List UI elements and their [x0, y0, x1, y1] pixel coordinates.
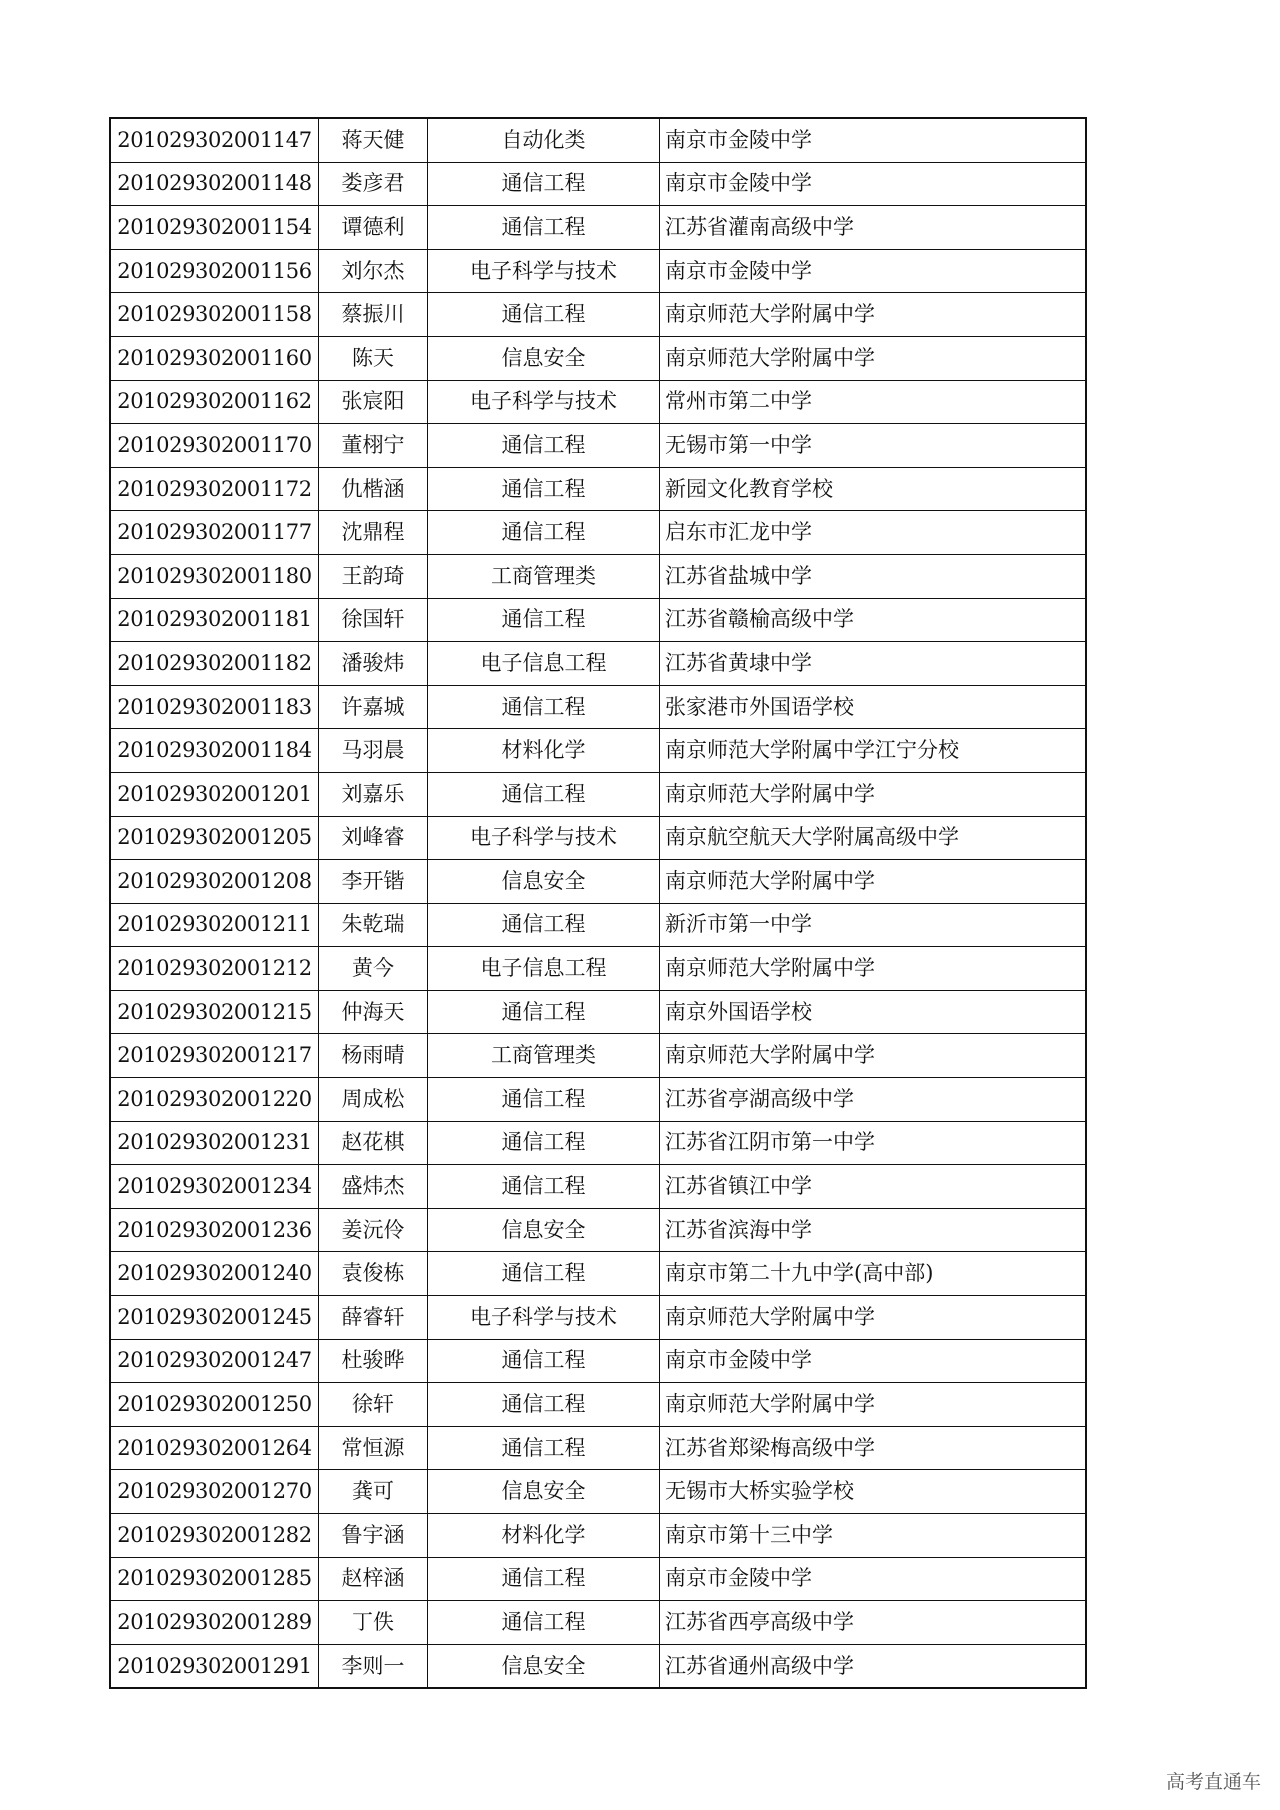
school-cell: 江苏省盐城中学 — [660, 554, 1087, 598]
major-cell: 通信工程 — [428, 206, 660, 250]
table-row — [110, 511, 1086, 555]
table-row — [110, 467, 1086, 511]
table-row — [110, 1601, 1086, 1645]
major-cell: 通信工程 — [428, 1383, 660, 1427]
table-row — [110, 1034, 1086, 1078]
candidate-id-cell: 201029302001170 — [110, 424, 319, 468]
school-cell: 无锡市第一中学 — [660, 424, 1087, 468]
school-cell: 南京外国语学校 — [660, 990, 1087, 1034]
major-cell: 信息安全 — [428, 1470, 660, 1514]
school-cell: 南京师范大学附属中学 — [660, 293, 1087, 337]
table-row — [110, 903, 1086, 947]
table-row — [110, 1383, 1086, 1427]
student-name-cell: 赵花棋 — [319, 1121, 428, 1165]
candidate-id-cell: 201029302001250 — [110, 1383, 319, 1427]
student-name-cell: 龚可 — [319, 1470, 428, 1514]
school-cell: 江苏省镇江中学 — [660, 1165, 1087, 1209]
school-cell: 南京师范大学附属中学 — [660, 772, 1087, 816]
candidate-id-cell: 201029302001234 — [110, 1165, 319, 1209]
major-cell: 通信工程 — [428, 467, 660, 511]
school-cell: 南京市金陵中学 — [660, 118, 1087, 162]
school-cell: 江苏省黄埭中学 — [660, 642, 1087, 686]
school-cell: 新沂市第一中学 — [660, 903, 1087, 947]
school-cell: 江苏省西亭高级中学 — [660, 1601, 1087, 1645]
major-cell: 信息安全 — [428, 1644, 660, 1688]
candidate-id-cell: 201029302001245 — [110, 1296, 319, 1340]
major-cell: 通信工程 — [428, 1557, 660, 1601]
admission-roster-table — [109, 117, 1087, 1689]
candidate-id-cell: 201029302001181 — [110, 598, 319, 642]
table-row — [110, 249, 1086, 293]
candidate-id-cell: 201029302001270 — [110, 1470, 319, 1514]
candidate-id-cell: 201029302001162 — [110, 380, 319, 424]
watermark-text: 高考直通车 — [1165, 1771, 1261, 1793]
candidate-id-cell: 201029302001289 — [110, 1601, 319, 1645]
major-cell: 工商管理类 — [428, 1034, 660, 1078]
school-cell: 江苏省郑梁梅高级中学 — [660, 1426, 1087, 1470]
table-row — [110, 1644, 1086, 1688]
major-cell: 通信工程 — [428, 685, 660, 729]
major-cell: 通信工程 — [428, 990, 660, 1034]
school-cell: 南京师范大学附属中学 — [660, 1034, 1087, 1078]
candidate-id-cell: 201029302001160 — [110, 336, 319, 380]
candidate-id-cell: 201029302001240 — [110, 1252, 319, 1296]
table-row — [110, 947, 1086, 991]
candidate-id-cell: 201029302001158 — [110, 293, 319, 337]
student-name-cell: 丁佚 — [319, 1601, 428, 1645]
student-name-cell: 潘骏炜 — [319, 642, 428, 686]
table-row — [110, 772, 1086, 816]
major-cell: 信息安全 — [428, 860, 660, 904]
student-name-cell: 鲁宇涵 — [319, 1514, 428, 1558]
school-cell: 南京市第十三中学 — [660, 1514, 1087, 1558]
major-cell: 信息安全 — [428, 336, 660, 380]
table-row — [110, 336, 1086, 380]
major-cell: 自动化类 — [428, 118, 660, 162]
student-name-cell: 陈天 — [319, 336, 428, 380]
school-cell: 江苏省通州高级中学 — [660, 1644, 1087, 1688]
major-cell: 材料化学 — [428, 729, 660, 773]
school-cell: 南京师范大学附属中学 — [660, 336, 1087, 380]
student-name-cell: 王韵琦 — [319, 554, 428, 598]
table-row — [110, 598, 1086, 642]
student-name-cell: 仇楷涵 — [319, 467, 428, 511]
candidate-id-cell: 201029302001215 — [110, 990, 319, 1034]
student-name-cell: 常恒源 — [319, 1426, 428, 1470]
candidate-id-cell: 201029302001212 — [110, 947, 319, 991]
table-row — [110, 1557, 1086, 1601]
major-cell: 通信工程 — [428, 1601, 660, 1645]
candidate-id-cell: 201029302001180 — [110, 554, 319, 598]
major-cell: 工商管理类 — [428, 554, 660, 598]
table-row — [110, 162, 1086, 206]
table-row — [110, 293, 1086, 337]
table-row — [110, 685, 1086, 729]
candidate-id-cell: 201029302001183 — [110, 685, 319, 729]
roster-body — [110, 118, 1086, 1688]
major-cell: 电子科学与技术 — [428, 1296, 660, 1340]
student-name-cell: 张宸阳 — [319, 380, 428, 424]
table-row — [110, 990, 1086, 1034]
candidate-id-cell: 201029302001201 — [110, 772, 319, 816]
school-cell: 启东市汇龙中学 — [660, 511, 1087, 555]
student-name-cell: 徐轩 — [319, 1383, 428, 1427]
major-cell: 电子信息工程 — [428, 642, 660, 686]
table-row — [110, 1121, 1086, 1165]
major-cell: 通信工程 — [428, 772, 660, 816]
student-name-cell: 杜骏晔 — [319, 1339, 428, 1383]
candidate-id-cell: 201029302001147 — [110, 118, 319, 162]
major-cell: 电子科学与技术 — [428, 249, 660, 293]
student-name-cell: 娄彦君 — [319, 162, 428, 206]
student-name-cell: 姜沅伶 — [319, 1208, 428, 1252]
school-cell: 新园文化教育学校 — [660, 467, 1087, 511]
school-cell: 南京师范大学附属中学 — [660, 1296, 1087, 1340]
major-cell: 通信工程 — [428, 1339, 660, 1383]
student-name-cell: 蒋天健 — [319, 118, 428, 162]
major-cell: 通信工程 — [428, 162, 660, 206]
candidate-id-cell: 201029302001291 — [110, 1644, 319, 1688]
major-cell: 材料化学 — [428, 1514, 660, 1558]
major-cell: 通信工程 — [428, 1426, 660, 1470]
table-row — [110, 729, 1086, 773]
table-row — [110, 1078, 1086, 1122]
table-row — [110, 1339, 1086, 1383]
student-name-cell: 刘峰睿 — [319, 816, 428, 860]
student-name-cell: 沈鼎程 — [319, 511, 428, 555]
student-name-cell: 周成松 — [319, 1078, 428, 1122]
major-cell: 通信工程 — [428, 1078, 660, 1122]
candidate-id-cell: 201029302001154 — [110, 206, 319, 250]
candidate-id-cell: 201029302001208 — [110, 860, 319, 904]
school-cell: 江苏省江阴市第一中学 — [660, 1121, 1087, 1165]
school-cell: 南京师范大学附属中学 — [660, 860, 1087, 904]
student-name-cell: 袁俊栋 — [319, 1252, 428, 1296]
school-cell: 南京市金陵中学 — [660, 249, 1087, 293]
candidate-id-cell: 201029302001264 — [110, 1426, 319, 1470]
table-row — [110, 380, 1086, 424]
candidate-id-cell: 201029302001217 — [110, 1034, 319, 1078]
student-name-cell: 赵梓涵 — [319, 1557, 428, 1601]
candidate-id-cell: 201029302001231 — [110, 1121, 319, 1165]
school-cell: 江苏省灌南高级中学 — [660, 206, 1087, 250]
candidate-id-cell: 201029302001282 — [110, 1514, 319, 1558]
table-row — [110, 118, 1086, 162]
table-row — [110, 554, 1086, 598]
student-name-cell: 薛睿轩 — [319, 1296, 428, 1340]
table-row — [110, 1252, 1086, 1296]
student-name-cell: 谭德利 — [319, 206, 428, 250]
candidate-id-cell: 201029302001148 — [110, 162, 319, 206]
major-cell: 通信工程 — [428, 293, 660, 337]
school-cell: 江苏省滨海中学 — [660, 1208, 1087, 1252]
school-cell: 南京航空航天大学附属高级中学 — [660, 816, 1087, 860]
school-cell: 南京市金陵中学 — [660, 1339, 1087, 1383]
candidate-id-cell: 201029302001205 — [110, 816, 319, 860]
student-name-cell: 徐国轩 — [319, 598, 428, 642]
school-cell: 常州市第二中学 — [660, 380, 1087, 424]
student-name-cell: 李开锴 — [319, 860, 428, 904]
student-name-cell: 仲海天 — [319, 990, 428, 1034]
school-cell: 南京市第二十九中学(高中部) — [660, 1252, 1087, 1296]
student-name-cell: 李则一 — [319, 1644, 428, 1688]
candidate-id-cell: 201029302001184 — [110, 729, 319, 773]
school-cell: 江苏省赣榆高级中学 — [660, 598, 1087, 642]
major-cell: 通信工程 — [428, 903, 660, 947]
school-cell: 江苏省亭湖高级中学 — [660, 1078, 1087, 1122]
table-row — [110, 424, 1086, 468]
student-name-cell: 朱乾瑞 — [319, 903, 428, 947]
table-row — [110, 1165, 1086, 1209]
student-name-cell: 盛炜杰 — [319, 1165, 428, 1209]
school-cell: 张家港市外国语学校 — [660, 685, 1087, 729]
table-row — [110, 642, 1086, 686]
major-cell: 通信工程 — [428, 598, 660, 642]
student-name-cell: 许嘉城 — [319, 685, 428, 729]
major-cell: 通信工程 — [428, 424, 660, 468]
student-name-cell: 马羽晨 — [319, 729, 428, 773]
student-name-cell: 刘尔杰 — [319, 249, 428, 293]
candidate-id-cell: 201029302001156 — [110, 249, 319, 293]
school-cell: 南京市金陵中学 — [660, 1557, 1087, 1601]
table-row — [110, 816, 1086, 860]
student-name-cell: 蔡振川 — [319, 293, 428, 337]
table-row — [110, 1208, 1086, 1252]
candidate-id-cell: 201029302001285 — [110, 1557, 319, 1601]
table-row — [110, 1470, 1086, 1514]
school-cell: 南京市金陵中学 — [660, 162, 1087, 206]
candidate-id-cell: 201029302001247 — [110, 1339, 319, 1383]
candidate-id-cell: 201029302001220 — [110, 1078, 319, 1122]
school-cell: 南京师范大学附属中学 — [660, 947, 1087, 991]
candidate-id-cell: 201029302001177 — [110, 511, 319, 555]
table-row — [110, 1514, 1086, 1558]
student-name-cell: 黄今 — [319, 947, 428, 991]
major-cell: 通信工程 — [428, 511, 660, 555]
student-name-cell: 杨雨晴 — [319, 1034, 428, 1078]
school-cell: 南京师范大学附属中学 — [660, 1383, 1087, 1427]
table-row — [110, 206, 1086, 250]
candidate-id-cell: 201029302001236 — [110, 1208, 319, 1252]
school-cell: 无锡市大桥实验学校 — [660, 1470, 1087, 1514]
candidate-id-cell: 201029302001211 — [110, 903, 319, 947]
school-cell: 南京师范大学附属中学江宁分校 — [660, 729, 1087, 773]
student-name-cell: 董栩宁 — [319, 424, 428, 468]
major-cell: 信息安全 — [428, 1208, 660, 1252]
candidate-id-cell: 201029302001182 — [110, 642, 319, 686]
student-name-cell: 刘嘉乐 — [319, 772, 428, 816]
table-row — [110, 860, 1086, 904]
table-row — [110, 1296, 1086, 1340]
major-cell: 通信工程 — [428, 1165, 660, 1209]
table-row — [110, 1426, 1086, 1470]
candidate-id-cell: 201029302001172 — [110, 467, 319, 511]
major-cell: 通信工程 — [428, 1121, 660, 1165]
major-cell: 通信工程 — [428, 1252, 660, 1296]
major-cell: 电子科学与技术 — [428, 380, 660, 424]
major-cell: 电子科学与技术 — [428, 816, 660, 860]
major-cell: 电子信息工程 — [428, 947, 660, 991]
